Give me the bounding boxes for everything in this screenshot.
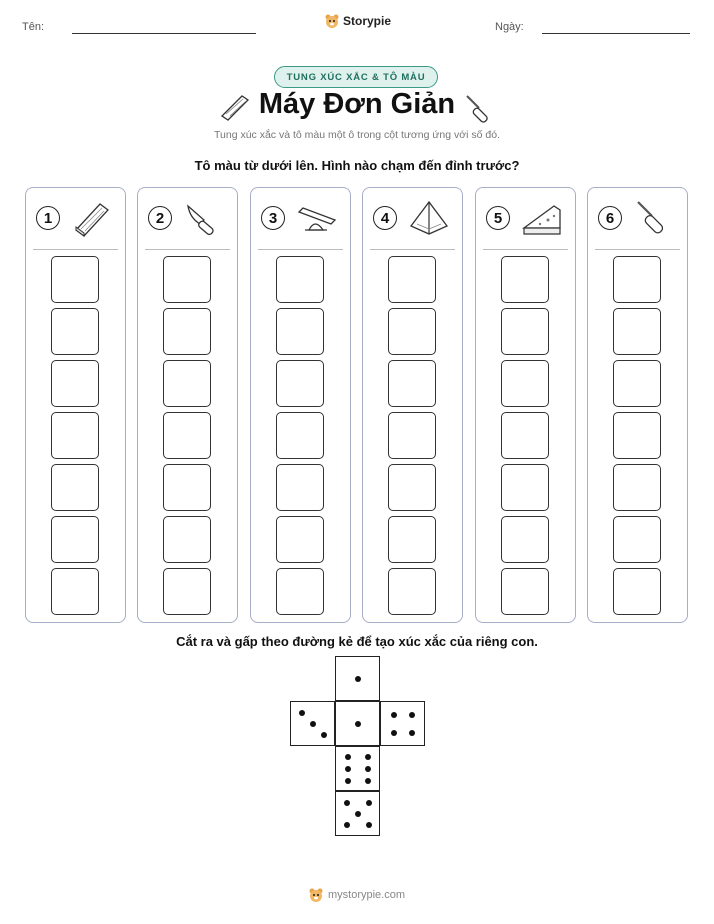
coloring-cell[interactable] xyxy=(501,360,549,407)
coloring-cell[interactable] xyxy=(388,360,436,407)
coloring-cell[interactable] xyxy=(163,464,211,511)
dice-pip xyxy=(344,822,350,828)
coloring-cell[interactable] xyxy=(276,464,324,511)
column-divider xyxy=(145,249,230,250)
dice-pip xyxy=(345,778,351,784)
coloring-cell[interactable] xyxy=(501,412,549,459)
bear-logo-icon xyxy=(324,13,340,29)
column-number: 2 xyxy=(148,206,172,230)
coloring-cell[interactable] xyxy=(51,568,99,615)
dice-pip xyxy=(355,721,361,727)
coloring-cell[interactable] xyxy=(613,256,661,303)
brand-name: Storypie xyxy=(343,14,392,28)
coloring-cell[interactable] xyxy=(163,308,211,355)
coloring-cell[interactable] xyxy=(163,568,211,615)
coloring-cell[interactable] xyxy=(51,256,99,303)
coloring-cell[interactable] xyxy=(613,412,661,459)
coloring-cell[interactable] xyxy=(276,360,324,407)
coloring-cell[interactable] xyxy=(163,256,211,303)
coloring-cell[interactable] xyxy=(276,516,324,563)
dice-face-1 xyxy=(335,656,380,701)
coloring-cell[interactable] xyxy=(163,516,211,563)
coloring-cell[interactable] xyxy=(51,412,99,459)
coloring-cell[interactable] xyxy=(51,360,99,407)
lever-icon xyxy=(295,198,339,238)
brand-logo xyxy=(324,13,391,29)
column-number: 6 xyxy=(598,206,622,230)
subtitle: Tung xúc xắc và tô màu một ô trong cột tương ứng với số đó. xyxy=(214,129,500,141)
dice-pip xyxy=(409,712,415,718)
column-divider xyxy=(258,249,343,250)
coloring-cell[interactable] xyxy=(613,308,661,355)
wedge-icon xyxy=(520,198,564,238)
wood-plank-icon xyxy=(70,198,114,238)
coloring-cell[interactable] xyxy=(276,308,324,355)
coloring-cell[interactable] xyxy=(51,464,99,511)
column-number: 1 xyxy=(36,206,60,230)
dice-pip xyxy=(409,730,415,736)
column-divider xyxy=(370,249,455,250)
coloring-cell[interactable] xyxy=(388,568,436,615)
column-6 xyxy=(587,187,688,623)
dice-pip xyxy=(365,754,371,760)
column-1 xyxy=(25,187,126,623)
coloring-cell[interactable] xyxy=(501,464,549,511)
dice-pip xyxy=(366,800,372,806)
column-number: 5 xyxy=(486,206,510,230)
coloring-prompt: Tô màu từ dưới lên. Hình nào chạm đến đỉnh trước? xyxy=(194,158,520,173)
page-title: Máy Đơn Giản xyxy=(258,88,456,120)
coloring-cell[interactable] xyxy=(163,412,211,459)
cut-instruction: Cắt ra và gấp theo đường kẻ để tạo xúc xắc của riêng con. xyxy=(176,634,538,649)
coloring-cell[interactable] xyxy=(388,412,436,459)
date-line[interactable] xyxy=(542,33,690,34)
dice-pip xyxy=(365,766,371,772)
coloring-cell[interactable] xyxy=(501,308,549,355)
dice-pip xyxy=(310,721,316,727)
dice-pip xyxy=(391,712,397,718)
coloring-cell[interactable] xyxy=(276,568,324,615)
column-divider xyxy=(483,249,568,250)
dice-face-1 xyxy=(335,701,380,746)
coloring-cell[interactable] xyxy=(613,516,661,563)
dice-pip xyxy=(355,811,361,817)
dice-pip xyxy=(299,710,305,716)
coloring-cell[interactable] xyxy=(613,360,661,407)
coloring-cell[interactable] xyxy=(51,308,99,355)
activity-badge: TUNG XÚC XẮC & TÔ MÀU xyxy=(274,66,438,88)
coloring-cell[interactable] xyxy=(276,256,324,303)
column-divider xyxy=(33,249,118,250)
pyramid-icon xyxy=(407,198,451,238)
coloring-cell[interactable] xyxy=(613,568,661,615)
coloring-cell[interactable] xyxy=(501,256,549,303)
dice-pip xyxy=(321,732,327,738)
column-5 xyxy=(475,187,576,623)
column-divider xyxy=(595,249,680,250)
dice-face-6 xyxy=(335,746,380,791)
column-4 xyxy=(362,187,463,623)
column-2 xyxy=(137,187,238,623)
coloring-cell[interactable] xyxy=(501,516,549,563)
screwdriver-icon xyxy=(632,198,676,238)
coloring-cell[interactable] xyxy=(388,308,436,355)
coloring-cell[interactable] xyxy=(613,464,661,511)
coloring-cell[interactable] xyxy=(501,568,549,615)
dice-face-5 xyxy=(335,791,380,836)
dice-face-3 xyxy=(290,701,335,746)
footer xyxy=(308,887,405,903)
footer-url[interactable]: mystorypie.com xyxy=(328,889,406,901)
name-label: Tên: xyxy=(22,21,45,33)
screwdriver-title-icon xyxy=(462,92,496,124)
coloring-cell[interactable] xyxy=(163,360,211,407)
coloring-cell[interactable] xyxy=(51,516,99,563)
coloring-cell[interactable] xyxy=(276,412,324,459)
dice-pip xyxy=(365,778,371,784)
coloring-cell[interactable] xyxy=(388,464,436,511)
column-3 xyxy=(250,187,351,623)
column-number: 4 xyxy=(373,206,397,230)
dice-pip xyxy=(344,800,350,806)
dice-pip xyxy=(345,766,351,772)
dice-pip xyxy=(345,754,351,760)
column-number: 3 xyxy=(261,206,285,230)
dice-face-4 xyxy=(380,701,425,746)
coloring-cell[interactable] xyxy=(388,256,436,303)
dice-pip xyxy=(391,730,397,736)
name-line[interactable] xyxy=(72,33,256,34)
bear-logo-icon xyxy=(308,887,324,903)
dice-pip xyxy=(355,676,361,682)
knife-icon xyxy=(182,198,226,238)
date-label: Ngày: xyxy=(495,21,524,33)
dice-pip xyxy=(366,822,372,828)
coloring-cell[interactable] xyxy=(388,516,436,563)
